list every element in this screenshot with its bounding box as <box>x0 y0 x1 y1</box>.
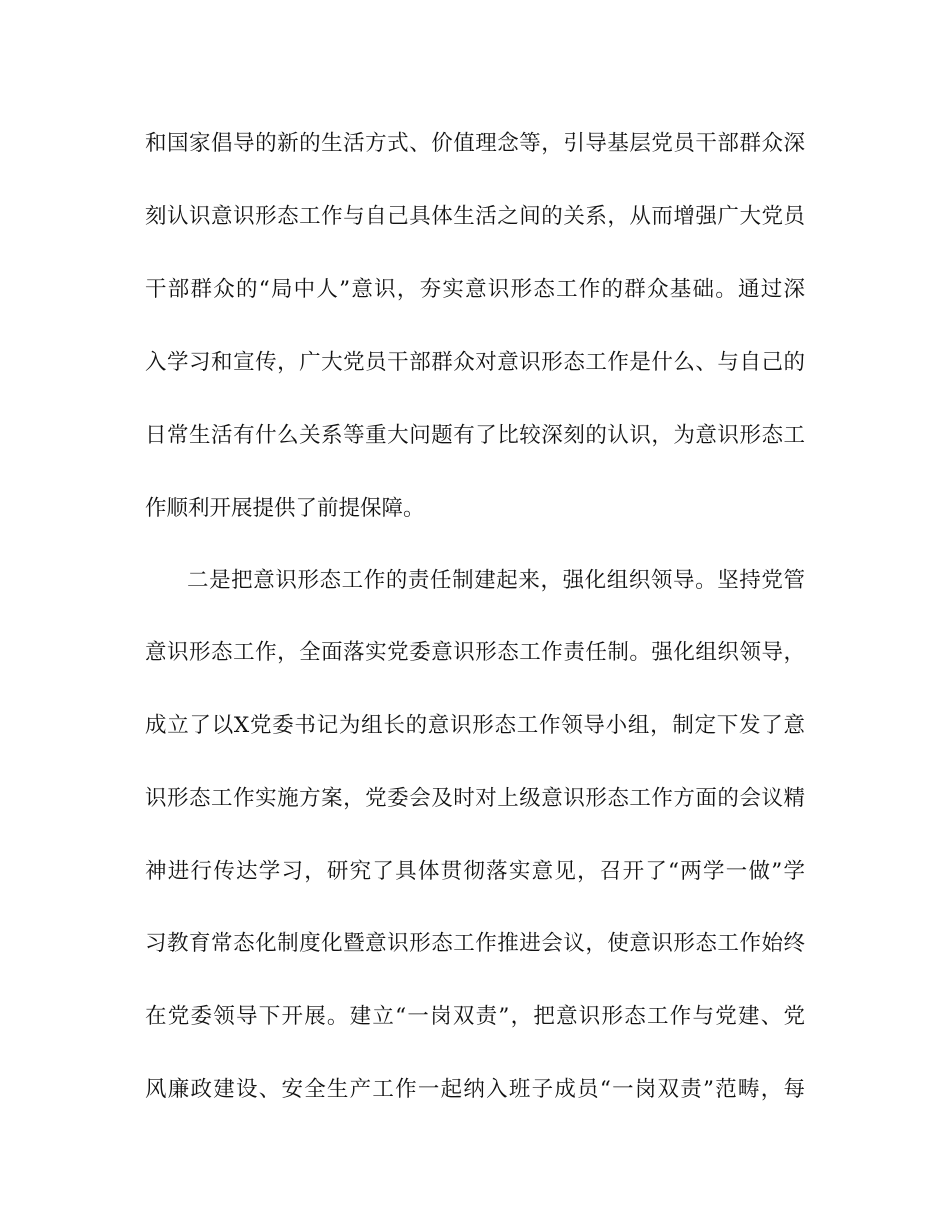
paragraph-line: 作顺利开展提供了前提保障。 <box>145 496 425 521</box>
paragraph-line: 干部群众的“局中人”意识，夯实意识形态工作的群众基础。通过深 <box>145 277 805 302</box>
paragraph-line: 识形态工作实施方案，党委会及时对上级意识形态工作方面的会议精 <box>145 786 805 811</box>
paragraph-line: 风廉政建设、安全生产工作一起纳入班子成员“一岗双责”范畴，每 <box>145 1077 805 1102</box>
paragraph-line: 二是把意识形态工作的责任制建起来，强化组织领导。坚持党管 <box>187 568 805 593</box>
paragraph-line: 意识形态工作，全面落实党委意识形态工作责任制。强化组织领导， <box>145 640 805 665</box>
paragraph-line: 习教育常态化制度化暨意识形态工作推进会议，使意识形态工作始终 <box>145 931 805 956</box>
paragraph-line: 在党委领导下开展。建立“一岗双责”，把意识形态工作与党建、党 <box>145 1004 805 1029</box>
paragraph-line: 入学习和宣传，广大党员干部群众对意识形态工作是什么、与自己的 <box>145 350 805 375</box>
paragraph-line: 刻认识意识形态工作与自己具体生活之间的关系，从而增强广大党员 <box>145 204 805 229</box>
paragraph-line: 和国家倡导的新的生活方式、价值理念等，引导基层党员干部群众深 <box>145 131 805 156</box>
paragraph-line: 日常生活有什么关系等重大问题有了比较深刻的认识，为意识形态工 <box>145 423 805 448</box>
paragraph-line: 神进行传达学习，研究了具体贯彻落实意见，召开了“两学一做”学 <box>145 859 805 884</box>
paragraph-line: 成立了以X党委书记为组长的意识形态工作领导小组，制定下发了意 <box>145 713 805 738</box>
